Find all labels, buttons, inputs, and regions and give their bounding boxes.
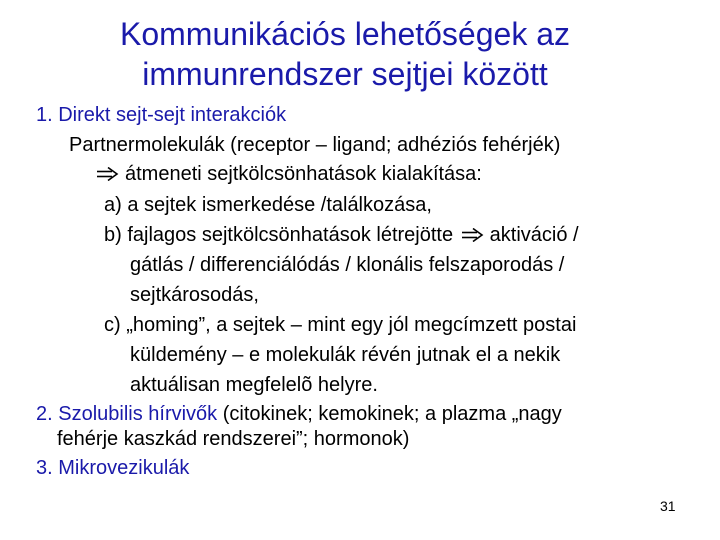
item-1-b-activation: aktiváció /: [489, 224, 579, 246]
item-1-a: a) a sejtek ismerkedése /találkozása,: [104, 194, 432, 216]
item-1-b-line-3: sejtkárosodás,: [130, 284, 259, 306]
item-1-heading: 1. Direkt sejt-sejt interakciók: [36, 104, 287, 126]
item-1-c-line-3: aktuálisan megfelelõ helyre.: [130, 374, 378, 396]
item-1-implies-line: [97, 162, 482, 188]
title-line-2: immunrendszer sejtjei között: [142, 56, 548, 92]
implies-arrow-icon: [462, 228, 484, 242]
item-3-heading: 3. Mikrovezikulák: [36, 457, 190, 479]
implies-arrow-icon: [97, 167, 119, 181]
item-1-partner-molecules: Partnermolekulák (receptor – ligand; adhéziós fehérjék): [69, 134, 561, 156]
item-1-b-line-2: gátlás / differenciálódás / klonális felszaporodás /: [130, 254, 565, 276]
slide-title: [0, 14, 690, 94]
item-2-line-1: [36, 402, 562, 428]
item-1-c-line-2: küldemény – e molekulák révén jutnak el a nekik: [130, 344, 561, 366]
item-1-b-text: b) fajlagos sejtkölcsönhatások létrejötte: [104, 224, 454, 246]
page-number: 31: [660, 498, 676, 514]
item-2-heading: 2. Szolubilis hírvivők: [36, 403, 218, 425]
title-line-1: Kommunikációs lehetőségek az: [119, 16, 570, 52]
item-1-c-line-1: c) „homing”, a sejtek – mint egy jól megcímzett postai: [104, 314, 577, 336]
item-2-line-2: fehérje kaszkád rendszerei”; hormonok): [57, 428, 410, 450]
implies-text: átmeneti sejtkölcsönhatások kialakítása:: [125, 163, 482, 185]
item-2-details: (citokinek; kemokinek; a plazma „nagy: [217, 403, 562, 425]
item-1-b-line-1: [104, 223, 579, 249]
